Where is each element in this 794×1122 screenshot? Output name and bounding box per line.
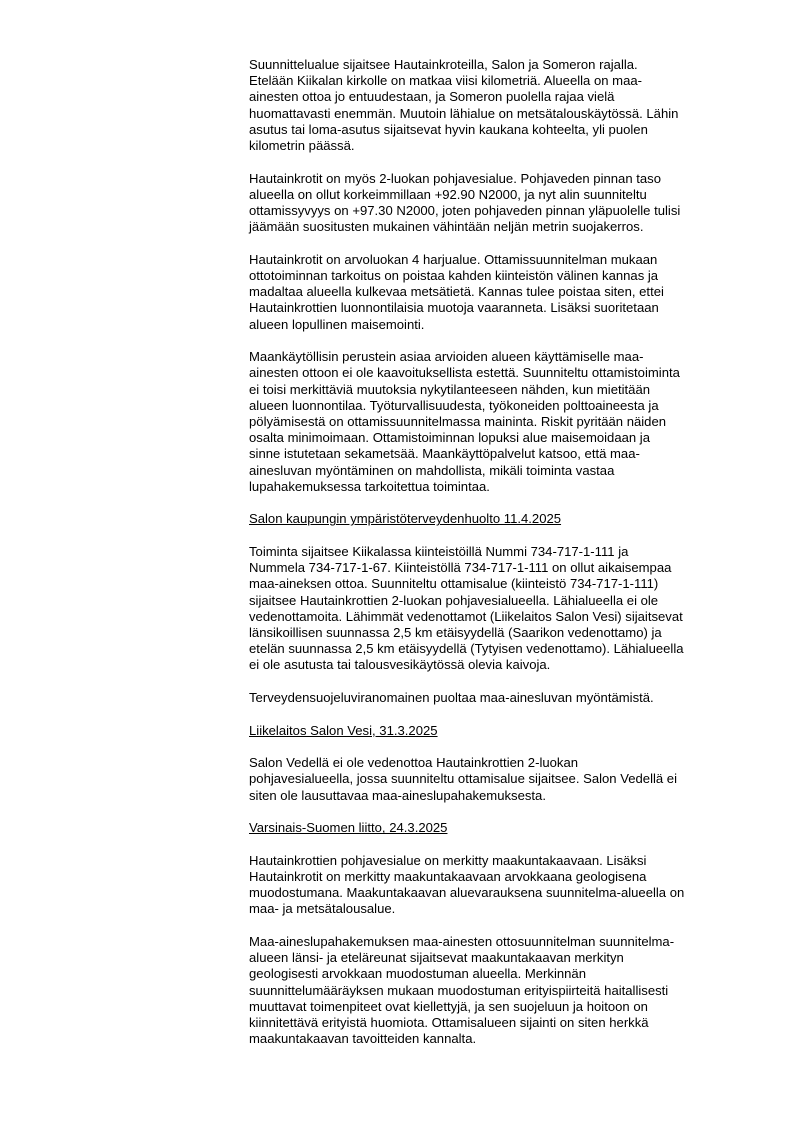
paragraph-site-details: Toiminta sijaitsee Kiikalassa kiinteistöillä Nummi 734-717-1-111 ja Nummela 734-717-1-67. Kiinteistöllä 734-717-1-111 on ollut aikaisempaa maa-aineksen ottoa. Suunniteltu ottamisalue (kiinteistö 734-717-1-111) sijaitsee Hautainkrottien 2-luokan pohjavesialueella. Lähialueella ei ole vedenottamoita. Lähimmät vedenottamot (Liikelaitos Salon Vesi) sijaitsevat länsikoillisen suunnassa 2,5 km etäisyydellä (Saarikon vedenottamo) ja etelän suunnassa 2,5 km etäisyydellä (Tytyisen vedenottamo). Lähialueella ei ole asutusta tai talousvesikäytössä olevia kaivoja. [249, 544, 684, 673]
paragraph-salon-vesi-statement: Salon Vedellä ei ole vedenottoa Hautainkrottien 2-luokan pohjavesialueella, jossa suunniteltu ottamisalue sijaitsee. Salon Vedellä ei siten ole lausuttavaa maa-aineslupahakemuksesta. [249, 755, 678, 803]
paragraph-location: Suunnittelualue sijaitsee Hautainkroteilla, Salon ja Someron rajalla. Etelään Kiikalan kirkolle on matkaa viisi kilometriä. Alueella on maa- ainesten ottoa jo entuudestaan, ja Someron puolella rajaa vielä huomattavasti enemmän. Muutoin lähialue on metsätalouskäytössä. Lähin asutus tai loma-asutus sijaitsevat hyvin kaukana kohteelta, yli puolen kilometrin päässä. [249, 57, 679, 154]
paragraph-geological-formation: Maa-aineslupahakemuksen maa-ainesten ottosuunnitelman suunnitelma- alueen länsi- ja eteläreunat sijaitsevat maakuntakaavan merkityn geologisesti arvokkaan muodostuman alueella. Merkinnän suunnittelumääräyksen mukaan muodostuman erityispiirteitä haitallisesti muuttavat toimenpiteet ovat kiellettyjä, ja sen suojeluun ja hoitoon on kiinnitettävä erityistä huomiota. Ottamisalueen sijainti on siten herkkä maakuntakaavan tavoitteiden kannalta. [249, 934, 675, 1047]
paragraph-groundwater: Hautainkrotit on myös 2-luokan pohjavesialue. Pohjaveden pinnan taso alueella on ollut korkeimmillaan +92.90 N2000, ja nyt alin suunniteltu ottamissyvyys on +97.30 N2000, joten pohjaveden pinnan yläpuolelle tulisi jäämään suositusten mukainen vähintään neljän metrin suojakerros. [249, 170, 681, 235]
paragraph-land-use: Maankäytöllisin perustein asiaa arvioiden alueen käyttämiselle maa- ainesten ottoon ei ole kaavoituksellista estettä. Suunniteltu ottamistoiminta ei toisi merkittäviä muutoksia nykytilanteeseen nähden, kun mietitään alueen luonnontilaa. Työturvallisuudesta, työkoneiden polttoaineesta ja pölyämisestä on ottamissuunnitelmassa maininta. Riskit pyritään näiden osalta minimoimaan. Ottamistoiminnan lopuksi alue maisemoidaan ja sinne istutetaan sekametsää. Maankäyttöpalvelut katsoo, että maa- ainesluvan myöntäminen on mahdollista, mikäli toiminta vastaa lupahakemuksessa tarkoitettua toimintaa. [249, 349, 680, 494]
paragraph-health-statement: Terveydensuojeluviranomainen puoltaa maa-ainesluvan myöntämistä. [249, 690, 654, 706]
paragraph-regional-plan: Hautainkrottien pohjavesialue on merkitty maakuntakaavaan. Lisäksi Hautainkrotit on merkitty maakuntakaavaan arvokkaana geologisena muodostumana. Maakuntakaavan aluevarauksena suunnitelma-alueella on maa- ja metsätalousalue. [249, 852, 685, 917]
section-heading-salon-vesi: Liikelaitos Salon Vesi, 31.3.2025 [249, 722, 438, 738]
section-heading-regional-council: Varsinais-Suomen liitto, 24.3.2025 [249, 820, 448, 836]
paragraph-ridge-area: Hautainkrotit on arvoluokan 4 harjualue. Ottamissuunnitelman mukaan ottotoiminnan tarkoitus on poistaa kahden kiinteistön välinen kannas ja madaltaa alueella kulkevaa metsätietä. Kannas tulee poistaa siten, ettei Hautainkrottien luonnontilaisia muotoja vaaranneta. Lisäksi suoritetaan alueen lopullinen maisemointi. [249, 251, 664, 332]
document-page [249, 57, 749, 1064]
section-heading-environmental-health: Salon kaupungin ympäristöterveydenhuolto 11.4.2025 [249, 511, 562, 527]
